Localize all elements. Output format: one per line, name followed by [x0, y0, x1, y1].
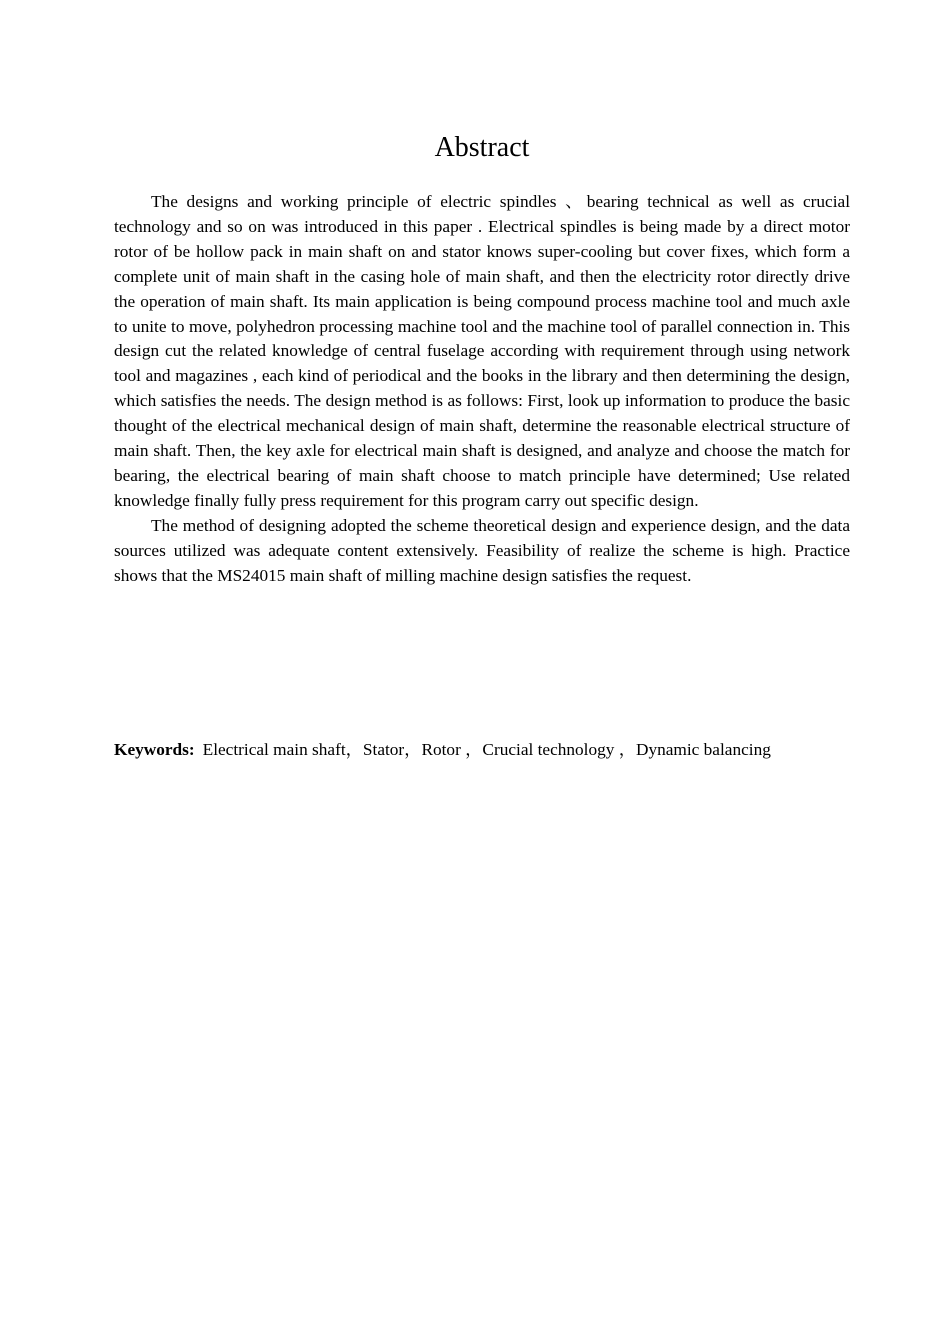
keywords-label: Keywords:: [114, 740, 195, 759]
abstract-paragraph-1: The designs and working principle of electric spindles 、bearing technical as well as crucial technology and so on was introduced in this paper . Electrical spindles is being made by a direct motor rotor of be hollow pack in main shaft on and stator knows super-cooling but cover fixes, which form a complete unit of main shaft in the casing hole of main shaft, and then the electricity rotor directly drive the operation of main shaft. Its main application is being compound process machine tool and much axle to unite to move, polyhedron processing machine tool and the machine tool of parallel connection in. This design cut the related knowledge of central fuselage according with requirement through using network tool and magazines , each kind of periodical and the books in the library and then determining the design, which satisfies the needs. The design method is as follows: First, look up information to produce the basic thought of the electrical mechanical design of main shaft, determine the reasonable electrical structure of main shaft. Then, the key axle for electrical main shaft is designed, and analyze and choose the match for bearing, the electrical bearing of main shaft choose to match principle have determined; Use related knowledge finally fully press requirement for this program carry out specific design.: [114, 192, 850, 510]
abstract-body: [114, 190, 850, 589]
keywords-line: [114, 737, 874, 763]
page-title: Abstract: [434, 132, 530, 163]
abstract-paragraph-2: The method of designing adopted the scheme theoretical design and experience design, and the data sources utilized was adequate content extensively. Feasibility of realize the scheme is high. Practice shows that the MS24015 main shaft of milling machine design satisfies the request.: [114, 515, 850, 585]
keywords-list: Electrical main shaft，Stator，Rotor ，Crucial technology ，Dynamic balancing: [202, 740, 771, 759]
